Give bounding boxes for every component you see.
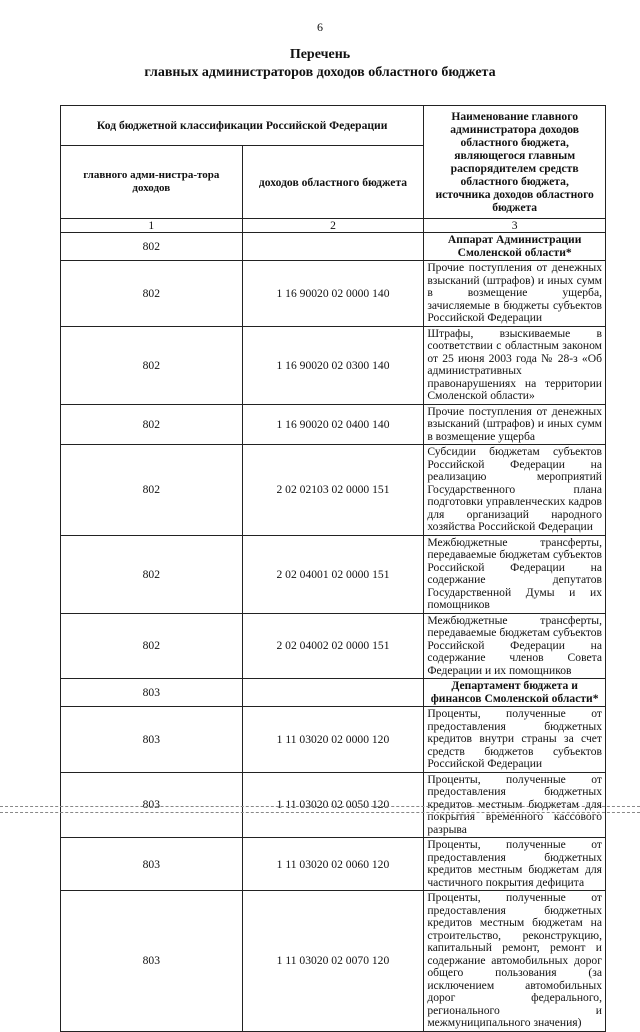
admin-code-cell: 802 bbox=[61, 404, 243, 445]
admin-code-cell: 803 bbox=[61, 891, 243, 1032]
income-code-cell bbox=[242, 679, 424, 707]
column-number-row bbox=[61, 219, 606, 233]
document-title bbox=[0, 46, 640, 82]
title-line-1: Перечень bbox=[289, 47, 351, 62]
table-row bbox=[61, 707, 606, 773]
table-row bbox=[61, 613, 606, 679]
column-number: 2 bbox=[242, 219, 424, 233]
description-cell: Межбюджетные трансферты, передаваемые бюджетам субъектов Российской Федерации на содержание депутатов Государственной Думы и их помощников bbox=[424, 535, 606, 613]
page-number: 6 bbox=[317, 20, 323, 34]
description-cell: Прочие поступления от денежных взысканий (штрафов) и иных сумм в возмещение ущерба bbox=[424, 404, 606, 445]
description-cell: Департамент бюджета и финансов Смоленской области* bbox=[424, 679, 606, 707]
section-row bbox=[61, 233, 606, 261]
admin-code-cell: 803 bbox=[61, 838, 243, 891]
description-cell: Проценты, полученные от предоставления бюджетных кредитов внутри страны за счет средств бюджетов субъектов Российской Федерации bbox=[424, 707, 606, 773]
description-cell: Аппарат Администрации Смоленской области* bbox=[424, 233, 606, 261]
admin-code-cell: 803 bbox=[61, 679, 243, 707]
page-cut-line-bottom bbox=[0, 812, 640, 813]
description-cell: Прочие поступления от денежных взысканий (штрафов) и иных сумм в возмещение ущерба, зачисляемые в бюджеты субъектов Российской Федерации bbox=[424, 261, 606, 327]
admin-code-cell: 802 bbox=[61, 261, 243, 327]
income-code-cell bbox=[242, 233, 424, 261]
section-row bbox=[61, 679, 606, 707]
header-row-1 bbox=[61, 106, 606, 146]
admin-code-cell: 802 bbox=[61, 326, 243, 404]
table-row bbox=[61, 772, 606, 838]
table-row bbox=[61, 404, 606, 445]
column-number: 3 bbox=[424, 219, 606, 233]
income-code-cell: 1 16 90020 02 0000 140 bbox=[242, 261, 424, 327]
admin-code-cell: 802 bbox=[61, 233, 243, 261]
income-code-cell: 1 16 90020 02 0300 140 bbox=[242, 326, 424, 404]
income-code-cell: 1 11 03020 02 0050 120 bbox=[242, 772, 424, 838]
table-row bbox=[61, 535, 606, 613]
admin-code-cell: 802 bbox=[61, 535, 243, 613]
income-code-cell: 1 11 03020 02 0000 120 bbox=[242, 707, 424, 773]
description-cell: Субсидии бюджетам субъектов Российской Федерации на реализацию мероприятий Государственного плана подготовки управленческих кадров для организаций народного хозяйства Российской Федерации bbox=[424, 445, 606, 536]
admin-code-cell: 803 bbox=[61, 772, 243, 838]
administrators-table bbox=[60, 105, 606, 1032]
table-row bbox=[61, 326, 606, 404]
description-cell: Проценты, полученные от предоставления бюджетных кредитов местным бюджетам на строительство, реконструкцию, капитальный ремонт, ремонт и содержание автомобильных дорог общего пользования (за исключением автомобильных дорог федерального, регионального и межмуниципального значения) bbox=[424, 891, 606, 1032]
header-admin: главного адми-нистра-тора доходов bbox=[61, 146, 243, 219]
title-line-2: главных администраторов доходов областного бюджета bbox=[144, 65, 496, 80]
income-code-cell: 2 02 04001 02 0000 151 bbox=[242, 535, 424, 613]
table-row bbox=[61, 261, 606, 327]
description-cell: Проценты, полученные от предоставления бюджетных кредитов местным бюджетам для покрытия временного кассового разрыва bbox=[424, 772, 606, 838]
admin-code-cell: 802 bbox=[61, 613, 243, 679]
income-code-cell: 2 02 02103 02 0000 151 bbox=[242, 445, 424, 536]
table-row bbox=[61, 891, 606, 1032]
table-row bbox=[61, 838, 606, 891]
column-number: 1 bbox=[61, 219, 243, 233]
table-body bbox=[61, 219, 606, 1032]
table-row bbox=[61, 445, 606, 536]
description-cell: Межбюджетные трансферты, передаваемые бюджетам субъектов Российской Федерации на содержание членов Совета Федерации и их помощников bbox=[424, 613, 606, 679]
header-name: Наименование главного администратора доходов областного бюджета, являющегося главным распорядителем средств областного бюджета, источника доходов областного бюджета bbox=[424, 106, 606, 219]
admin-code-cell: 802 bbox=[61, 445, 243, 536]
admin-code-cell: 803 bbox=[61, 707, 243, 773]
header-income: доходов областного бюджета bbox=[242, 146, 424, 219]
income-code-cell: 1 11 03020 02 0070 120 bbox=[242, 891, 424, 1032]
page-cut-line-top bbox=[0, 806, 640, 807]
header-code-group: Код бюджетной классификации Российской Федерации bbox=[61, 106, 424, 146]
income-code-cell: 1 16 90020 02 0400 140 bbox=[242, 404, 424, 445]
income-code-cell: 1 11 03020 02 0060 120 bbox=[242, 838, 424, 891]
description-cell: Штрафы, взыскиваемые в соответствии с областным законом от 25 июня 2003 года № 28-з «Об административных правонарушениях на территории Смоленской области» bbox=[424, 326, 606, 404]
income-code-cell: 2 02 04002 02 0000 151 bbox=[242, 613, 424, 679]
description-cell: Проценты, полученные от предоставления бюджетных кредитов местным бюджетам для частичного покрытия дефицита bbox=[424, 838, 606, 891]
